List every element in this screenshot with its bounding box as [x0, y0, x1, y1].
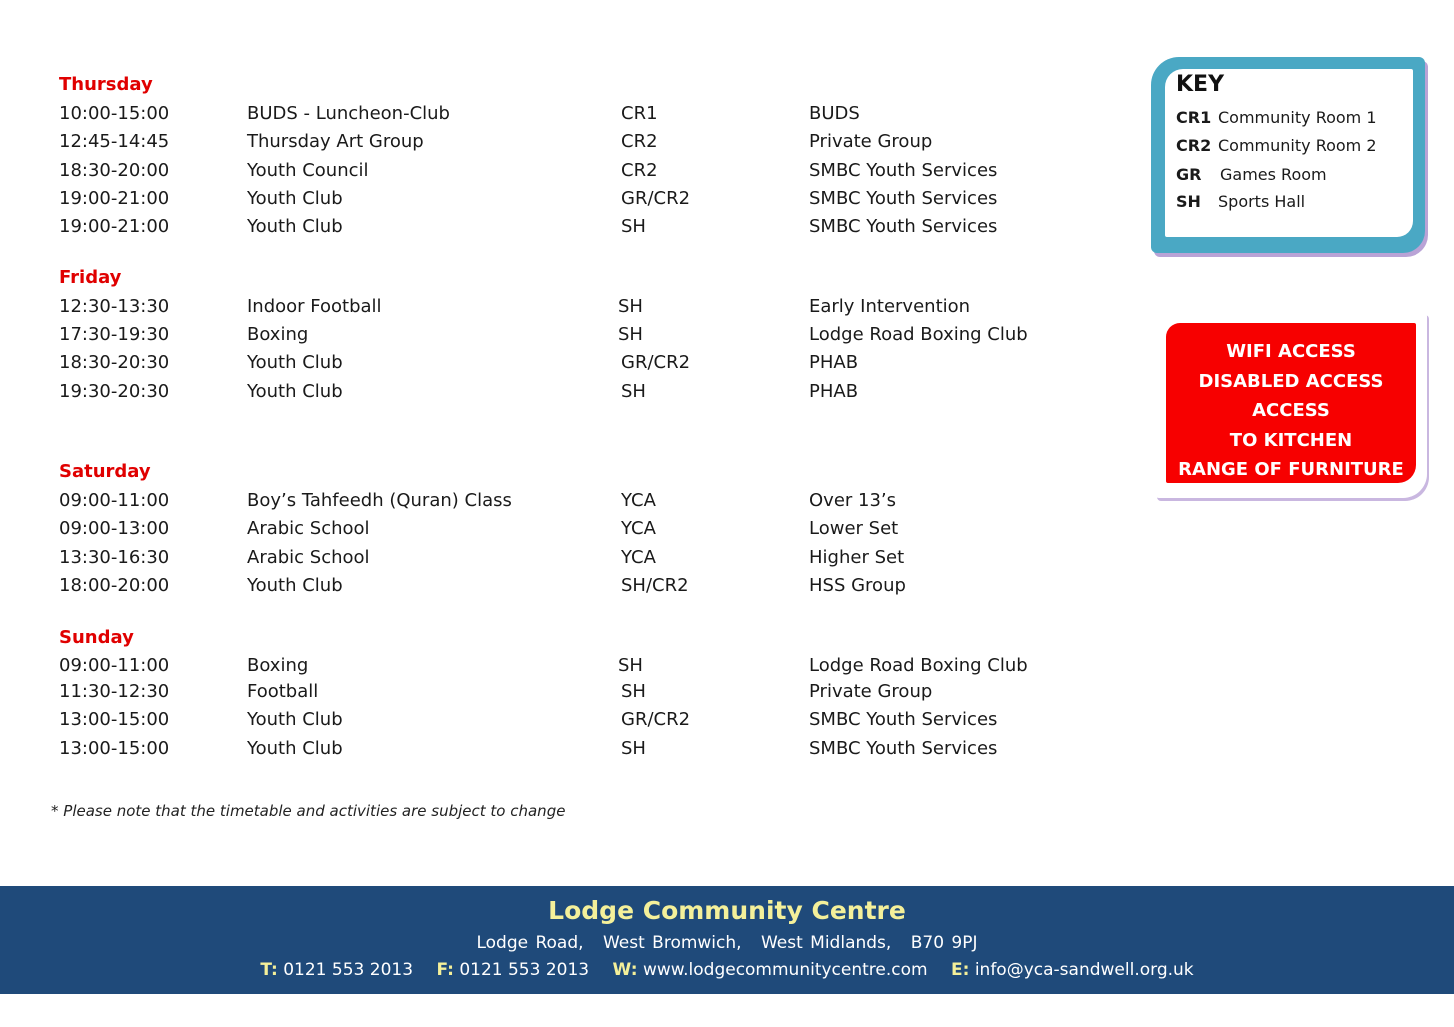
row-group: BUDS: [809, 103, 860, 124]
key-label: Community Room 2: [1218, 136, 1377, 155]
row-room: YCA: [621, 518, 656, 539]
row-group: SMBC Youth Services: [809, 160, 998, 181]
table-row: [0, 294, 1100, 320]
row-group: HSS Group: [809, 575, 906, 596]
table-row: [0, 129, 1100, 155]
key-panel-body: [1165, 69, 1413, 237]
row-room: SH: [621, 681, 646, 702]
row-activity: Arabic School: [247, 547, 370, 568]
feature-item: RANGE OF FURNITURE: [1178, 459, 1404, 480]
row-group: Over 13’s: [809, 490, 897, 511]
disclaimer-note: * Please note that the timetable and activities are subject to change: [51, 802, 566, 820]
row-time: 09:00-11:00: [59, 655, 170, 676]
table-row: [0, 322, 1100, 348]
row-time: 10:00-15:00: [59, 103, 170, 124]
key-code: GR: [1176, 165, 1202, 184]
table-row: [0, 707, 1100, 733]
footer: [0, 886, 1454, 994]
table-row: [0, 186, 1100, 212]
table-row: [0, 379, 1100, 405]
email-link[interactable]: info@yca-sandwell.org.uk: [974, 960, 1194, 980]
row-time: 19:00-21:00: [59, 216, 170, 237]
row-room: SH: [618, 296, 643, 317]
row-time: 09:00-11:00: [59, 490, 170, 511]
row-time: 11:30-12:30: [59, 681, 170, 702]
row-room: SH: [621, 381, 646, 402]
table-row: [0, 736, 1100, 762]
key-item: [1176, 135, 1377, 157]
row-room: YCA: [621, 490, 656, 511]
key-label: Sports Hall: [1218, 192, 1306, 211]
day-heading-saturday: Saturday: [59, 461, 151, 482]
day-heading-friday: Friday: [59, 267, 122, 288]
contact-label: W:: [612, 960, 638, 980]
key-code: CR1: [1176, 108, 1212, 127]
row-group: Private Group: [809, 131, 933, 152]
row-room: YCA: [621, 547, 656, 568]
row-activity: BUDS - Luncheon-Club: [247, 103, 450, 124]
address-line: Lodge Road,: [476, 933, 584, 953]
row-time: 19:30-20:30: [59, 381, 170, 402]
row-group: SMBC Youth Services: [809, 216, 998, 237]
row-group: Lodge Road Boxing Club: [809, 655, 1028, 676]
row-activity: Youth Club: [247, 709, 343, 730]
address-line: West Midlands,: [760, 933, 892, 953]
row-group: Lodge Road Boxing Club: [809, 324, 1028, 345]
feature-item: TO KITCHEN: [1229, 429, 1353, 451]
row-room: GR/CR2: [621, 709, 691, 730]
row-group: PHAB: [809, 381, 859, 402]
key-item: [1176, 164, 1327, 186]
contact-value: 0121 553 2013: [459, 960, 590, 980]
table-row: [0, 101, 1100, 127]
row-time: 13:00-15:00: [59, 709, 170, 730]
row-group: SMBC Youth Services: [809, 709, 998, 730]
contact-email[interactable]: [951, 960, 1194, 980]
row-activity: Youth Council: [247, 160, 369, 181]
feature-item: WIFI ACCESS: [1226, 341, 1356, 362]
row-time: 18:30-20:30: [59, 352, 170, 373]
contact-label: T:: [260, 960, 278, 980]
row-activity: Boxing: [247, 324, 309, 345]
key-title: KEY: [1176, 72, 1225, 97]
row-group: PHAB: [809, 352, 859, 373]
row-room: CR1: [621, 103, 658, 124]
footer-address: [0, 933, 1454, 953]
contact-value: 0121 553 2013: [283, 960, 414, 980]
table-row: [0, 679, 1100, 705]
row-activity: Boxing: [247, 655, 309, 676]
features-panel-body: [1166, 323, 1416, 483]
row-group: SMBC Youth Services: [809, 188, 998, 209]
row-activity: Thursday Art Group: [247, 131, 424, 152]
key-panel: [1151, 57, 1425, 253]
key-label: Games Room: [1220, 165, 1327, 184]
row-room: GR/CR2: [621, 188, 691, 209]
row-room: SH: [621, 216, 646, 237]
row-group: Private Group: [809, 681, 933, 702]
row-time: 12:45-14:45: [59, 131, 170, 152]
row-room: SH: [618, 324, 643, 345]
row-time: 13:00-15:00: [59, 738, 170, 759]
features-panel: [1155, 312, 1427, 498]
address-line: West Bromwich,: [602, 933, 742, 953]
row-group: Early Intervention: [809, 296, 971, 317]
key-code: CR2: [1176, 136, 1212, 155]
table-row: [0, 158, 1100, 184]
row-activity: Youth Club: [247, 352, 343, 373]
row-room: CR2: [621, 160, 658, 181]
row-time: 13:30-16:30: [59, 547, 170, 568]
table-row: [0, 545, 1100, 571]
address-line: B70 9PJ: [910, 933, 978, 953]
row-activity: Youth Club: [247, 216, 343, 237]
feature-item: DISABLED ACCESS ACCESS: [1198, 370, 1384, 421]
table-row: [0, 653, 1100, 679]
row-activity: Football: [247, 681, 319, 702]
table-row: [0, 516, 1100, 542]
row-time: 18:30-20:00: [59, 160, 170, 181]
row-activity: Arabic School: [247, 518, 370, 539]
row-time: 18:00-20:00: [59, 575, 170, 596]
contact-phone: [260, 960, 413, 980]
row-room: CR2: [621, 131, 658, 152]
row-group: Higher Set: [809, 547, 905, 568]
contact-website[interactable]: [613, 960, 928, 980]
key-label: Community Room 1: [1218, 108, 1377, 127]
key-item: [1176, 191, 1305, 213]
row-group: Lower Set: [809, 518, 899, 539]
key-code: SH: [1176, 192, 1201, 211]
footer-contacts: [0, 960, 1454, 980]
row-time: 09:00-13:00: [59, 518, 170, 539]
row-room: SH: [618, 655, 643, 676]
row-activity: Youth Club: [247, 575, 343, 596]
row-time: 19:00-21:00: [59, 188, 170, 209]
day-heading-thursday: Thursday: [59, 74, 153, 95]
row-activity: Youth Club: [247, 381, 343, 402]
row-time: 12:30-13:30: [59, 296, 170, 317]
row-activity: Indoor Football: [247, 296, 382, 317]
day-heading-sunday: Sunday: [59, 627, 134, 648]
table-row: [0, 350, 1100, 376]
row-activity: Youth Club: [247, 188, 343, 209]
table-row: [0, 573, 1100, 599]
contact-label: E:: [951, 960, 970, 980]
table-row: [0, 488, 1100, 514]
table-row: [0, 214, 1100, 240]
row-room: SH/CR2: [621, 575, 689, 596]
row-group: SMBC Youth Services: [809, 738, 998, 759]
row-activity: Boy’s Tahfeedh (Quran) Class: [247, 490, 512, 511]
contact-label: F:: [436, 960, 454, 980]
row-room: SH: [621, 738, 646, 759]
contact-fax: [436, 960, 589, 980]
footer-title: Lodge Community Centre: [548, 896, 906, 925]
row-time: 17:30-19:30: [59, 324, 170, 345]
row-activity: Youth Club: [247, 738, 343, 759]
row-room: GR/CR2: [621, 352, 691, 373]
website-link[interactable]: www.lodgecommunitycentre.com: [642, 960, 928, 980]
key-item: [1176, 107, 1377, 129]
